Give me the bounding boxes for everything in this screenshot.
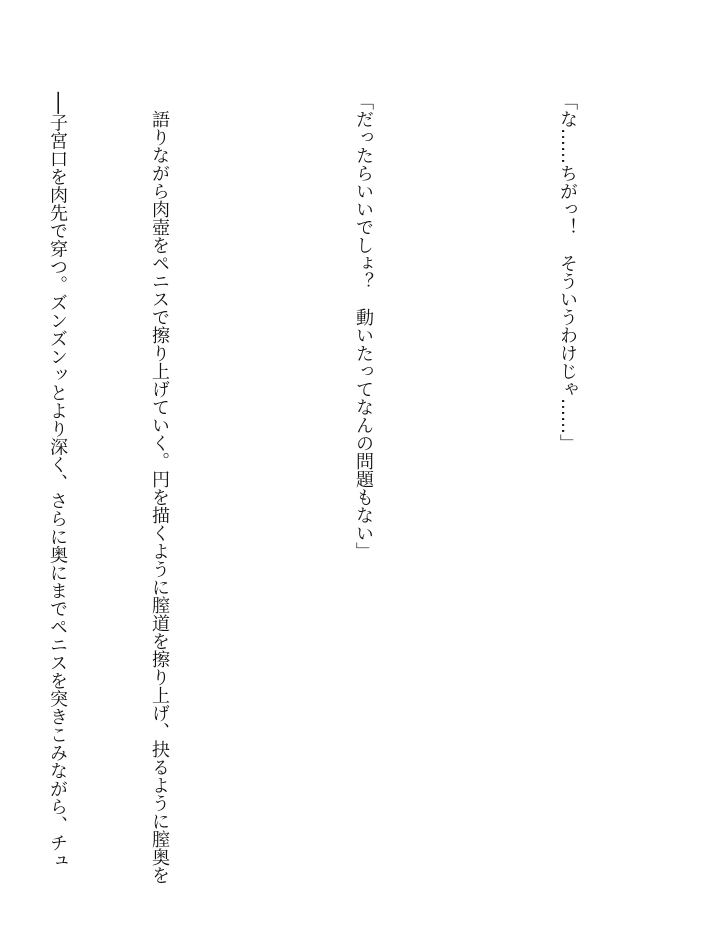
text-line: 「な……ちがっ！ そういうわけじゃ……」 [557,92,578,452]
text-line: 語りながら肉壺をペニスで擦り上げていく。円を描くように膣道を擦り上げ、抉るように膣奥を [149,92,170,884]
blank-line [244,92,278,852]
vertical-text-body [0,92,652,884]
text-line: ──子宮口を肉先で穿つ。ズンズンッとより深く、さらに奥にまでペニスを突きこみながら、チュ [47,92,68,870]
text-line: 「だったらいいでしょ？ 動いたってなんの問題もない」 [353,92,374,560]
blank-line [448,92,482,852]
